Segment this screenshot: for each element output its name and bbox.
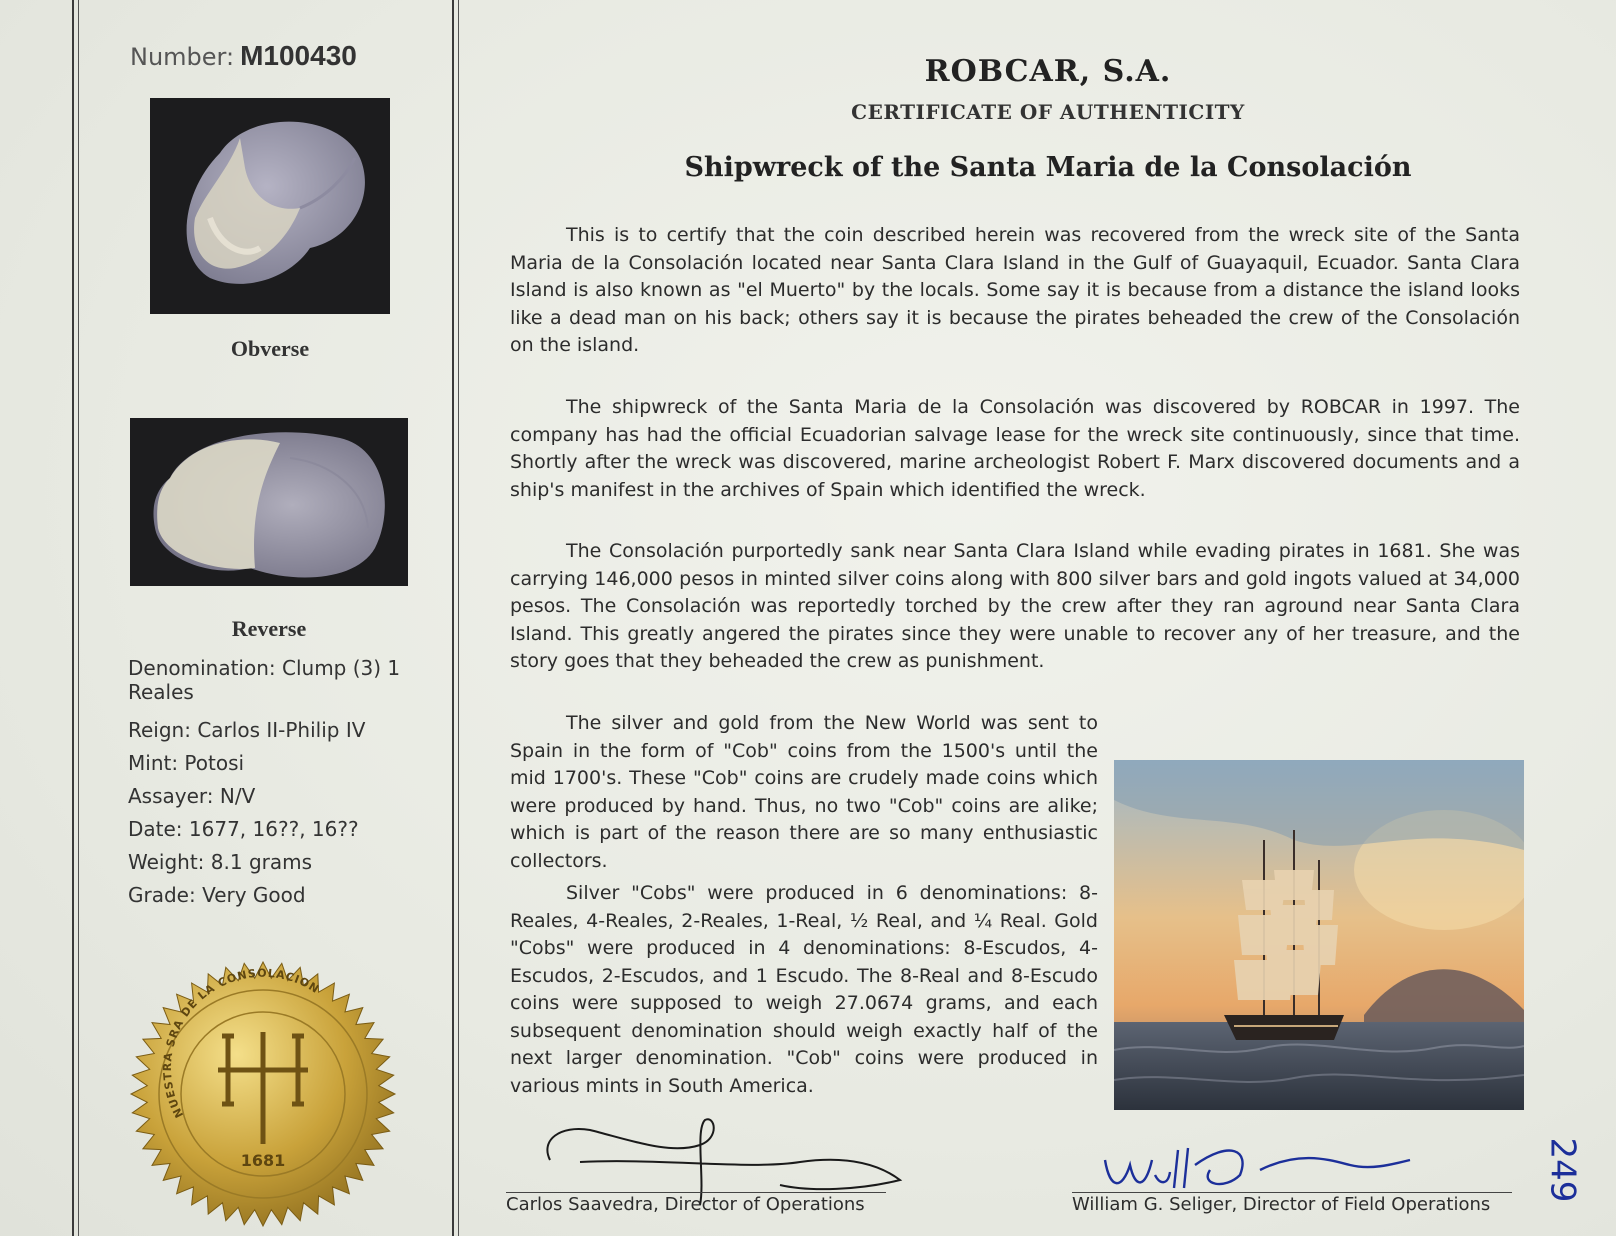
spec-grade: Grade: Very Good bbox=[128, 883, 306, 907]
paragraph-cob-coins: The silver and gold from the New World was sent to Spain in the form of "Cob" coins from the 1500's until the mid 1700's. These "Cob" coins are crudely made coins which were produced by hand. Thus, no two "Cob" coins are alike; which is part of the reason there are so many enthusiastic collectors. bbox=[510, 712, 1098, 872]
spec-denomination: Denomination: Clump (3) 1 Reales bbox=[128, 656, 401, 704]
reverse-caption: Reverse bbox=[231, 616, 307, 641]
shipwreck-title: Shipwreck of the Santa Maria de la Consolación bbox=[684, 152, 1412, 183]
obverse-caption: Obverse bbox=[230, 336, 310, 361]
company-name: ROBCAR, S.A. bbox=[924, 54, 1172, 89]
signature-name-2: William G. Seliger, Director of Field Operations bbox=[1072, 1194, 1491, 1215]
handwritten-number: 249 bbox=[1542, 1137, 1583, 1203]
spec-assayer: Assayer: N/V bbox=[128, 784, 256, 808]
signature-name-1: Carlos Saavedra, Director of Operations bbox=[506, 1194, 865, 1215]
obverse-coin-photo bbox=[150, 98, 390, 314]
left-border-rule bbox=[72, 0, 74, 1236]
spec-reign: Reign: Carlos II-Philip IV bbox=[128, 718, 366, 742]
signature-line-2 bbox=[1072, 1192, 1512, 1193]
coin-number bbox=[130, 40, 357, 72]
seal-year: 1681 bbox=[240, 1151, 286, 1170]
gold-seal bbox=[118, 952, 408, 1232]
coin-specs bbox=[128, 656, 428, 912]
paragraph-discovery: The shipwreck of the Santa Maria de la Consolación was discovered by ROBCAR in 1997. The company has had the official Ecuadorian salvage lease for the wreck site continuously, since that time. Shortly after the wreck was discovered, marine archeologist Robert F. Marx discovered documents and a ship's manifest in the archives of Spain which identified the wreck. bbox=[510, 396, 1520, 501]
paragraph-certification: This is to certify that the coin described herein was recovered from the wreck site of the Santa Maria de la Consolación located near Santa Clara Island in the Gulf of Guayaquil, Ecuador. Santa Clara Island is also known as "el Muerto" by the locals. Some say it is because from a distance the island looks like a dead man on his back; others say it is because the pirates beheaded the crew of the Consolación on the island. bbox=[510, 224, 1520, 356]
divider-rule bbox=[452, 0, 454, 1236]
paragraph-history: The Consolación purportedly sank near Santa Clara Island while evading pirates in 1681. She was carrying 146,000 pesos in minted silver coins along with 800 silver bars and gold ingots valued at 34,000 pesos. The Consolación was reportedly torched by the crew after they ran aground near Santa Clara Island. This greatly angered the pirates since they were unable to recover any of her treasure, and the story goes that they beheaded the crew as punishment. bbox=[510, 540, 1520, 672]
spec-mint: Mint: Potosi bbox=[128, 751, 245, 775]
number-value: M100430 bbox=[240, 40, 357, 71]
seal-arc-text: NUESTRA SRA DE LA CONSOLACION bbox=[160, 966, 322, 1120]
signature-seliger bbox=[1100, 1130, 1420, 1200]
spec-date: Date: 1677, 16??, 16?? bbox=[128, 817, 359, 841]
ship-painting bbox=[1114, 760, 1524, 1110]
signature-line-1 bbox=[506, 1192, 886, 1193]
spec-weight: Weight: 8.1 grams bbox=[128, 850, 313, 874]
divider-rule-inner bbox=[458, 0, 459, 1236]
left-border-rule-inner bbox=[78, 0, 79, 1236]
reverse-coin-photo bbox=[130, 418, 408, 586]
certificate-title: CERTIFICATE OF AUTHENTICITY bbox=[851, 100, 1245, 124]
paragraph-denominations: Silver "Cobs" were produced in 6 denominations: 8-Reales, 4-Reales, 2-Reales, 1-Real, ½ Real, and ¼ Real. Gold "Cobs" were produced in 4 denominations: 8-Escudos, 4-Escudos, 2-Escudos, and 1 Escudo. The 8-Real and 8-Escudo coins were supposed to weigh 27.0674 grams, and each subsequent denomination should weigh exactly half of the next larger denomination. "Cob" coins were produced in various mints in South America. bbox=[510, 882, 1098, 1097]
number-label: Number: bbox=[130, 43, 235, 71]
